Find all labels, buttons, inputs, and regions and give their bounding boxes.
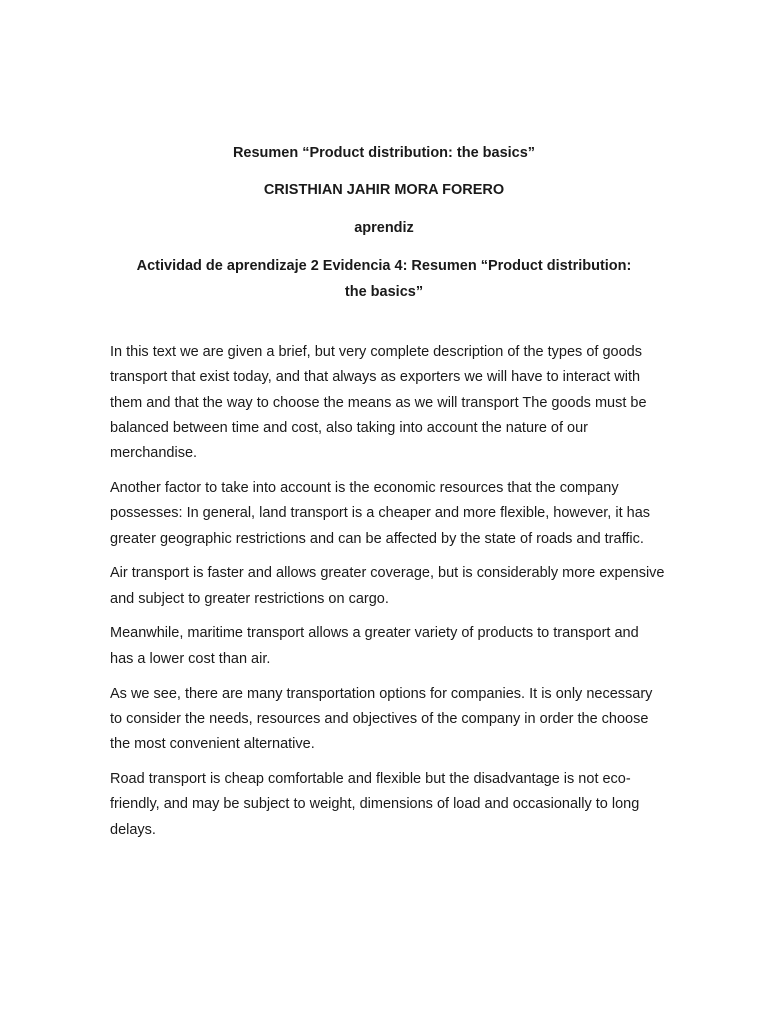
- activity-heading-line-2: the basics”: [344, 284, 424, 300]
- document-body: [110, 340, 666, 852]
- paragraph-maritime-transport: Meanwhile, maritime transport allows a greater variety of products to transport and has a lower cost than air.: [110, 625, 639, 667]
- author-role: aprendiz: [354, 220, 414, 236]
- paragraph-transport-options: As we see, there are many transportation options for companies. It is only necessary to consider the needs, resources and objectives of the company in order the choose the most convenient alternative.: [110, 685, 653, 753]
- paragraph-intro: In this text we are given a brief, but very complete description of the types of goods transport that exist today, and that always as exporters we will have to interact with them and that the way to choose the means as we will transport The goods must be balanced between time and cost, also taking into account the nature of our merchandise.: [110, 344, 647, 462]
- paragraph-road-transport: Road transport is cheap comfortable and flexible but the disadvantage is not eco-friendly, and may be subject to weight, dimensions of load and occasionally to long delays.: [110, 770, 640, 838]
- activity-heading-line-1: Actividad de aprendizaje 2 Evidencia 4: Resumen “Product distribution:: [136, 258, 632, 274]
- paragraph-economic-resources: Another factor to take into account is the economic resources that the company possesses: In general, land transport is a cheaper and more flexible, however, it has greater geographic restrictions and can be affected by the state of roads and traffic.: [110, 479, 651, 547]
- document-header: [100, 140, 668, 317]
- author-name: CRISTHIAN JAHIR MORA FORERO: [263, 182, 505, 198]
- activity-heading: [100, 253, 668, 305]
- document-title: Resumen “Product distribution: the basics”: [232, 145, 536, 161]
- paragraph-air-transport: Air transport is faster and allows greater coverage, but is considerably more expensive and subject to greater restrictions on cargo.: [110, 565, 665, 607]
